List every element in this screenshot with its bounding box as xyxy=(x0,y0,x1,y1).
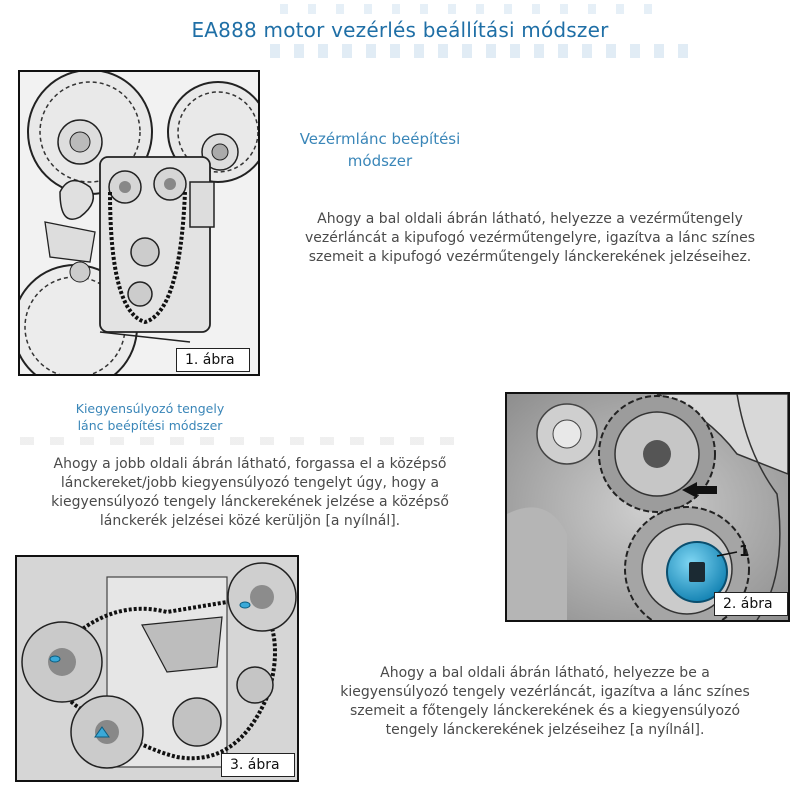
section2-body-line3: kiegyensúlyozó tengely lánckerekének jelzése a középső xyxy=(51,494,449,510)
section3-body xyxy=(300,664,790,740)
section2-heading-line1: Kiegyensúlyozó tengely xyxy=(75,401,225,416)
section2-body-line1: Ahogy a jobb oldali ábrán látható, forgassa el a középső xyxy=(53,456,447,472)
section1-body-line3: szemeit a kipufogó vezérműtengely lánckerekének jelzéseihez. xyxy=(308,249,752,265)
title-ghost-top xyxy=(280,4,660,14)
section3-body-line4: tengely lánckerekének jelzéseihez [a nyílnál]. xyxy=(385,722,705,738)
figure-2-caption: 2. ábra xyxy=(714,592,788,616)
figure-3 xyxy=(15,555,299,782)
page-title: EA888 motor vezérlés beállítási módszer xyxy=(191,18,609,42)
figure-2 xyxy=(505,392,790,622)
figure-2-callout: 1 xyxy=(739,542,750,560)
section3-body-line2: kiegyensúlyozó tengely vezérláncát, igazítva a lánc színes xyxy=(340,684,750,700)
engine-timing-drawing xyxy=(20,72,258,374)
section1-heading-line1: Vezérmlánc beépítési xyxy=(299,130,461,148)
figure-3-caption: 3. ábra xyxy=(221,753,295,777)
section2-body-line2: lánckereket/jobb kiegyensúlyozó tengelyt úgy, hogy a xyxy=(60,475,440,491)
section2-body-line4: lánckerék jelzései közé kerüljön [a nyílnál]. xyxy=(99,513,401,529)
section2-heading xyxy=(55,400,245,434)
section1-heading xyxy=(280,128,480,172)
section1-body-line2: vezérláncát a kipufogó vezérműtengelyre, igazítva a lánc színes xyxy=(304,230,756,246)
balance-chain-drawing xyxy=(17,557,297,780)
title-ghost-bottom xyxy=(270,44,690,58)
figure-1 xyxy=(18,70,260,376)
section1-heading-line2: módszer xyxy=(347,152,413,170)
section3-body-line1: Ahogy a bal oldali ábrán látható, helyezze be a xyxy=(380,665,710,681)
balance-shaft-gear-photo xyxy=(507,394,788,620)
section3-body-line3: szemeit a főtengely lánckerekének és a kiegyensúlyozó xyxy=(349,703,741,719)
section2-ghost xyxy=(20,437,460,445)
section2-body xyxy=(15,455,485,531)
figure-1-caption: 1. ábra xyxy=(176,348,250,372)
section1-body xyxy=(270,210,790,267)
section2-heading-line2: lánc beépítési módszer xyxy=(77,418,223,433)
section1-body-line1: Ahogy a bal oldali ábrán látható, helyezze a vezérműtengely xyxy=(317,211,743,227)
